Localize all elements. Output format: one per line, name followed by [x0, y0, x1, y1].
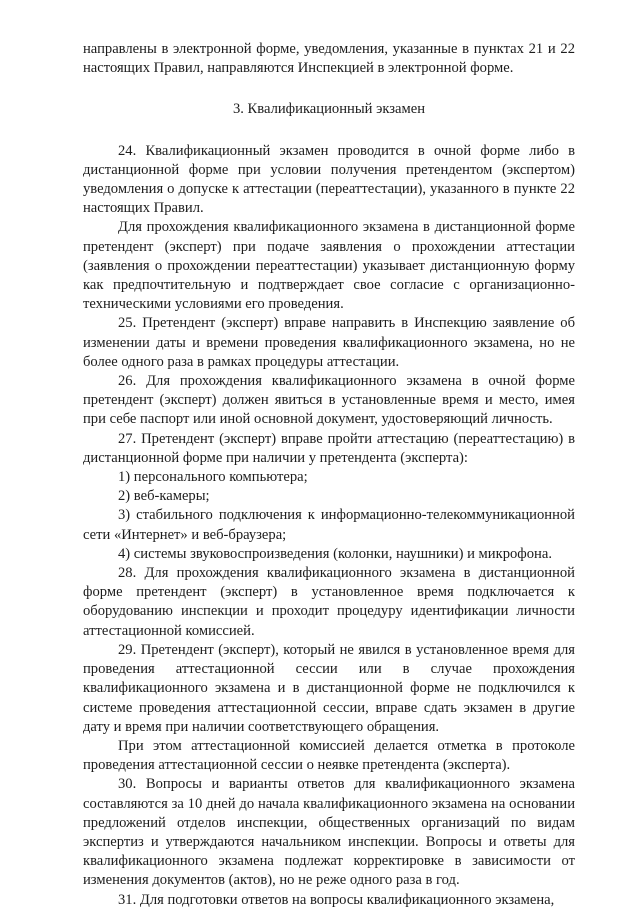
list-item: 3) стабильного подключения к информационно-телекоммуникационной сети «Интернет» и веб-браузера; — [83, 507, 575, 543]
paragraph-25: 25. Претендент (эксперт) вправе направить в Инспекцию заявление об изменении даты и времени проведения квалификационного экзамена, но не более одного раза в рамках процедуры аттестации. — [83, 315, 575, 370]
paragraph-29-note: При этом аттестационной комиссией делается отметка в протоколе проведения аттестационной сессии о неявке претендента (эксперта). — [83, 737, 575, 774]
list-item: 1) персонального компьютера; — [118, 469, 308, 486]
paragraph-29: 29. Претендент (эксперт), который не явился в установленное время для проведения аттестационной сессии или в случае прохождения квалификационного экзамена и в дистанционной форме не подключился к системе проведения аттестационной сессии, вправе сдать экзамен в другие дату и время при наличии соответствующего обращения. — [83, 641, 575, 735]
paragraph-27: 27. Претендент (эксперт) вправе пройти аттестацию (переаттестацию) в дистанционной форме при наличии у претендента (эксперта): — [83, 430, 575, 466]
list-item: 2) веб-камеры; — [118, 488, 210, 505]
list-item: 4) системы звуковоспроизведения (колонки, наушники) и микрофона. — [118, 545, 552, 562]
paragraph-30: 30. Вопросы и варианты ответов для квалификационного экзамена составляются за 10 дней до начала квалификационного экзамена на основании предложений отделов инспекции, общественных организаций по видам экспертиз и утверждаются начальником инспекции. Вопросы и ответы для квалификационного экзамена подлежат корректировке в зависимости от изменения документов (актов), но не реже одного раза в год. — [83, 776, 575, 889]
paragraph-31: 31. Для подготовки ответов на вопросы квалификационного экзамена, — [118, 891, 555, 908]
paragraph-26: 26. Для прохождения квалификационного экзамена в очной форме претендент (эксперт) должен явиться в установленные время и место, имея при себе паспорт или иной основной документ, удостоверяющий личность. — [83, 373, 575, 428]
paragraph-24-remote: Для прохождения квалификационного экзамена в дистанционной форме претендент (эксперт) при подаче заявления о прохождении аттестации (заявления о прохождении переаттестации) указывает дистанционную форму как предпочтительную и подтверждает свое согласие с организационно-техническими условиями его проведения. — [83, 219, 575, 313]
paragraph-28: 28. Для прохождения квалификационного экзамена в дистанционной форме претендент (эксперт) в установленное время подключается к оборудованию инспекции и проходит процедуру идентификации личности аттестационной комиссией. — [83, 565, 575, 639]
section-title: 3. Квалификационный экзамен — [232, 101, 426, 118]
intro-paragraph: направлены в электронной форме, уведомления, указанные в пунктах 21 и 22 настоящих Правил, направляются Инспекцией в электронной форме. — [83, 41, 575, 77]
paragraph-24: 24. Квалификационный экзамен проводится в очной форме либо в дистанционной форме при условии получения претендентом (экспертом) уведомления о допуске к аттестации (переаттестации), указанного в пункте 22 настоящих Правил. — [83, 142, 575, 217]
